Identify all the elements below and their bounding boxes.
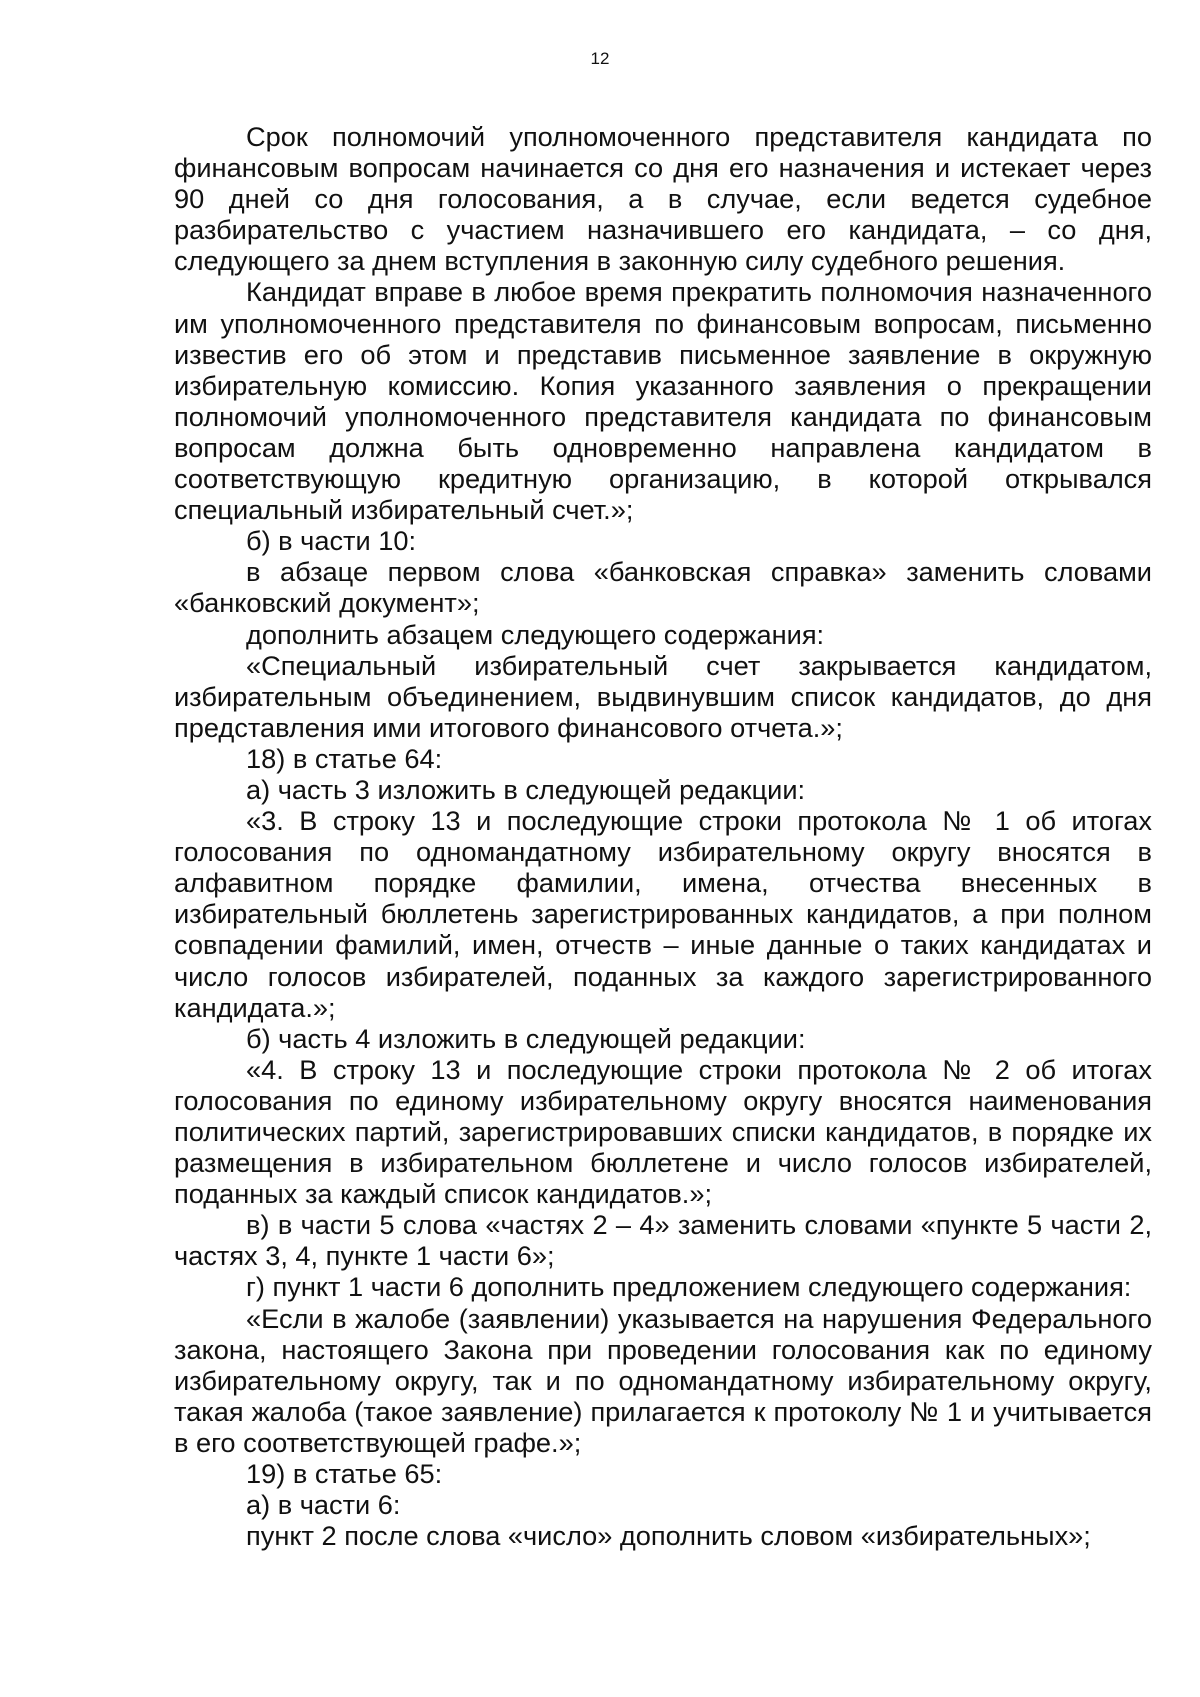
paragraph: Срок полномочий уполномоченного представителя кандидата по финансовым вопросам начинается со дня его назначения и истекает через 90 дней со дня голосования, а в случае, если ведется судебное разбирательство с участием назначившего его кандидата, – со дня, следующего за днем вступления в законную силу судебного решения. — [174, 121, 1152, 277]
paragraph: «Специальный избирательный счет закрывается кандидатом, избирательным объединением, выдвинувшим список кандидатов, до дня представления ими итогового финансового отчета.»; — [174, 649, 1152, 743]
paragraph: «3. В строку 13 и последующие строки протокола № 1 об итогах голосования по одномандатному избирательному округу вносятся в алфавитном порядке фамилии, имена, отчества внесенных в избирательный бюллетень зарегистрированных кандидатов, а при полном совпадении фамилий, имен, отчеств – иные данные о таких кандидатах и число голосов избирателей, поданных за каждого зарегистрированного кандидата.»; — [174, 805, 1152, 1023]
paragraph: 18) в статье 64: — [246, 742, 443, 774]
paragraph: в) в части 5 слова «частях 2 – 4» заменить словами «пункте 5 части 2, частях 3, 4, пункте 1 части 6»; — [174, 1209, 1152, 1272]
paragraph: а) в части 6: — [246, 1489, 401, 1521]
paragraph: Кандидат вправе в любое время прекратить полномочия назначенного им уполномоченного представителя по финансовым вопросам, письменно известив его об этом и представив письменное заявление в окружную избирательную комиссию. Копия указанного заявления о прекращении полномочий уполномоченного представителя кандидата по финансовым вопросам должна быть одновременно направлена кандидатом в соответствующую кредитную организацию, в которой открывался специальный избирательный счет.»; — [174, 276, 1152, 526]
paragraph: г) пункт 1 части 6 дополнить предложением следующего содержания: — [246, 1271, 1132, 1303]
paragraph: дополнить абзацем следующего содержания: — [246, 618, 825, 650]
paragraph: а) часть 3 изложить в следующей редакции: — [246, 773, 806, 805]
paragraph: 19) в статье 65: — [246, 1458, 443, 1490]
paragraph: в абзаце первом слова «банковская справка» заменить словами «банковский документ»; — [174, 556, 1152, 619]
paragraph: «Если в жалобе (заявлении) указывается на нарушения Федерального закона, настоящего Закона при проведении голосования как по единому избирательному округу, так и по одномандатному избирательному округу, такая жалоба (такое заявление) прилагается к протоколу № 1 и учитывается в его соответствующей графе.»; — [174, 1302, 1152, 1458]
paragraph: пункт 2 после слова «число» дополнить словом «избирательных»; — [246, 1520, 1091, 1552]
paragraph: б) часть 4 изложить в следующей редакции: — [246, 1022, 806, 1054]
page-number: 12 — [590, 49, 610, 68]
document-body — [174, 121, 1152, 1551]
paragraph: «4. В строку 13 и последующие строки протокола № 2 об итогах голосования по единому избирательному округу вносятся наименования политических партий, зарегистрировавших списки кандидатов, в порядке их размещения в избирательном бюллетене и число голосов избирателей, поданных за каждый список кандидатов.»; — [174, 1053, 1152, 1210]
paragraph: б) в части 10: — [246, 525, 417, 557]
